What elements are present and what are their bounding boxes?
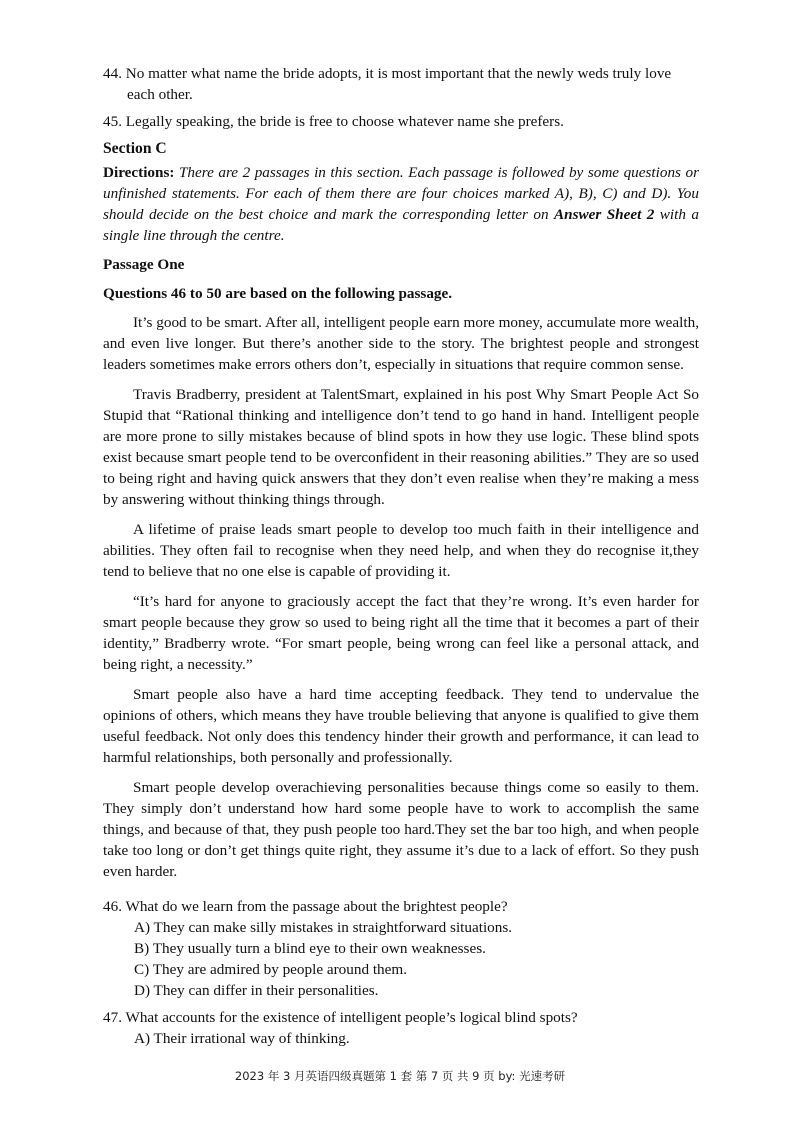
answer-option: C) They are admired by people around them. <box>134 961 408 978</box>
question-46 <box>103 896 699 1001</box>
directions-text-2: with a single line through the centre. <box>103 206 699 244</box>
passage-paragraph: Smart people also have a hard time accepting feedback. They tend to undervalue the opinions of others, which means they have trouble believing that anyone is qualified to give them useful feedback. Not only does this tendency hinder their growth and performance, it can lead to harmful relationships, both personally and professionally. <box>103 686 699 766</box>
page-content <box>103 63 699 1049</box>
passage-paragraph: Smart people develop overachieving personalities because things come so easily to them. They simply don’t understand how hard some people have to work to accomplish the same things, and because of that, they push people too hard.They set the bar too high, and when people take too long or don’t get things quite right, they assume it’s due to a lack of effort. So they push even harder. <box>103 779 699 880</box>
passage-paragraph: Travis Bradberry, president at TalentSmart, explained in his post Why Smart People Act So Stupid that “Rational thinking and intelligence don’t tend to go hand in hand. Intelligent people are more prone to silly mistakes because of blind spots in how they use logic. These blind spots exist because smart people tend to be overconfident in their reasoning abilities.” They are so used to being right and having quick answers that they don’t even realise when they’re making a mess by answering without thinking things through. <box>103 386 699 508</box>
passage-intro: Questions 46 to 50 are based on the following passage. <box>103 285 453 302</box>
statement-45: 45. Legally speaking, the bride is free to choose whatever name she prefers. <box>103 113 564 130</box>
answer-sheet-reference: Answer Sheet 2 <box>554 206 655 223</box>
directions <box>103 162 699 246</box>
section-title: Section C <box>103 140 167 157</box>
passage-paragraph: A lifetime of praise leads smart people to develop too much faith in their intelligence and abilities. They often fail to recognise when they need help, and when they do recognise it,they tend to believe that no one else is capable of providing it. <box>103 521 699 580</box>
page-footer: 2023 年 3 月英语四级真题第 1 套 第 7 页 共 9 页 by: 光速考研 <box>234 1069 566 1083</box>
passage-paragraph: It’s good to be smart. After all, intelligent people earn more money, accumulate more wealth, and even live longer. But there’s another side to the story. The brightest people and strongest leaders sometimes make errors others don’t, especially in situations that require common sense. <box>103 314 699 373</box>
question-stem: 47. What accounts for the existence of intelligent people’s logical blind spots? <box>103 1009 578 1026</box>
statement-44: 44. No matter what name the bride adopts, it is most important that the newly weds truly love each other. <box>103 65 672 103</box>
passage-paragraph: “It’s hard for anyone to graciously accept the fact that they’re wrong. It’s even harder for smart people because they grow so used to being right all the time that it becomes a part of their identity,” Bradberry wrote. “For smart people, being wrong can feel like a personal attack, and being right, a necessity.” <box>103 593 699 673</box>
passage-title: Passage One <box>103 256 185 273</box>
answer-option: A) They can make silly mistakes in straightforward situations. <box>134 919 513 936</box>
question-stem: 46. What do we learn from the passage about the brightest people? <box>103 898 508 915</box>
question-47 <box>103 1007 699 1049</box>
answer-option: B) They usually turn a blind eye to their own weaknesses. <box>134 940 486 957</box>
answer-option: D) They can differ in their personalities. <box>134 982 379 999</box>
directions-label: Directions: <box>103 164 175 181</box>
answer-option: A) Their irrational way of thinking. <box>134 1030 350 1047</box>
directions-text-1: There are 2 passages in this section. Each passage is followed by some questions or unfinished statements. For each of them there are four choices marked A), B), C) and D). You should decide on the best choice and mark the corresponding letter on <box>103 164 699 223</box>
